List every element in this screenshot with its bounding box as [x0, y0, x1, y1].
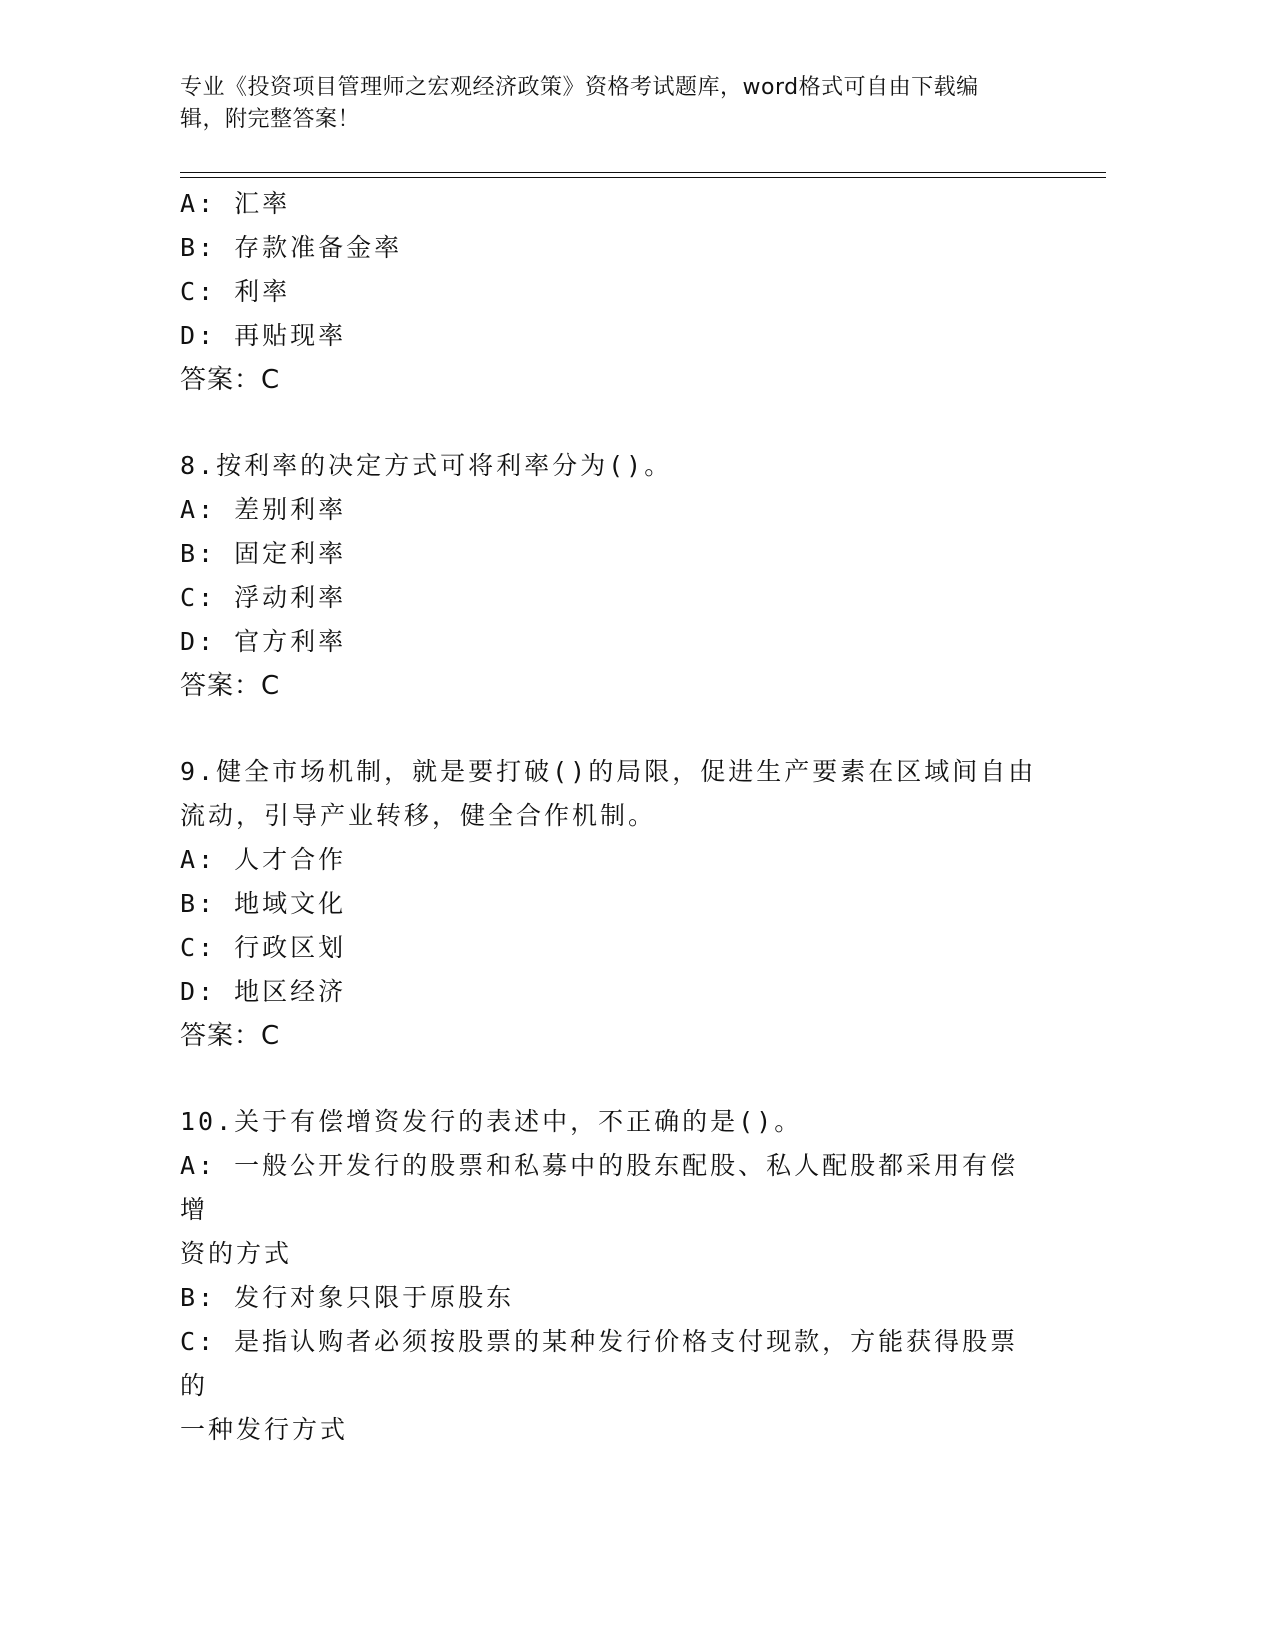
option-b: B: 发行对象只限于原股东 [180, 1283, 515, 1312]
option-c: C: 行政区划 [180, 933, 347, 962]
option-d: D: 官方利率 [180, 627, 347, 656]
question-text-line-1: 9.健全市场机制，就是要打破()的局限，促进生产要素在区域间自由 [180, 757, 1037, 786]
option-a-line-1: A: 一般公开发行的股票和私募中的股东配股、私人配股都采用有偿增 [180, 1151, 1019, 1224]
option-b: B: 地域文化 [180, 889, 347, 918]
header-line-1: 专业《投资项目管理师之宏观经济政策》资格考试题库，word格式可自由下载编 [180, 75, 979, 100]
header-divider-bottom [180, 177, 1106, 178]
answer: 答案：C [180, 671, 281, 701]
option-c: C: 浮动利率 [180, 583, 347, 612]
document-body [180, 182, 1040, 1452]
answer: 答案：C [180, 1021, 281, 1051]
spacer [180, 708, 1040, 750]
option-c: C: 利率 [180, 277, 291, 306]
document-header [180, 72, 1040, 136]
option-c-line-1: C: 是指认购者必须按股票的某种发行价格支付现款，方能获得股票的 [180, 1327, 1019, 1400]
option-a: A: 人才合作 [180, 845, 347, 874]
option-a-line-2: 资的方式 [180, 1239, 293, 1268]
question-7 [180, 182, 1040, 402]
question-8 [180, 444, 1040, 708]
answer: 答案：C [180, 365, 281, 395]
header-divider-top [180, 172, 1106, 173]
spacer [180, 1058, 1040, 1100]
option-c-line-2: 一种发行方式 [180, 1415, 349, 1444]
spacer [180, 402, 1040, 444]
option-d: D: 地区经济 [180, 977, 347, 1006]
question-text: 8.按利率的决定方式可将利率分为()。 [180, 451, 673, 480]
question-9 [180, 750, 1040, 1058]
option-b: B: 存款准备金率 [180, 233, 403, 262]
question-text-line-2: 流动，引导产业转移，健全合作机制。 [180, 801, 657, 830]
option-d: D: 再贴现率 [180, 321, 347, 350]
option-a: A: 差别利率 [180, 495, 347, 524]
question-text: 10.关于有偿增资发行的表述中，不正确的是()。 [180, 1107, 803, 1136]
header-line-2: 辑，附完整答案！ [180, 107, 361, 132]
option-a: A: 汇率 [180, 189, 291, 218]
question-10 [180, 1100, 1040, 1452]
option-b: B: 固定利率 [180, 539, 347, 568]
